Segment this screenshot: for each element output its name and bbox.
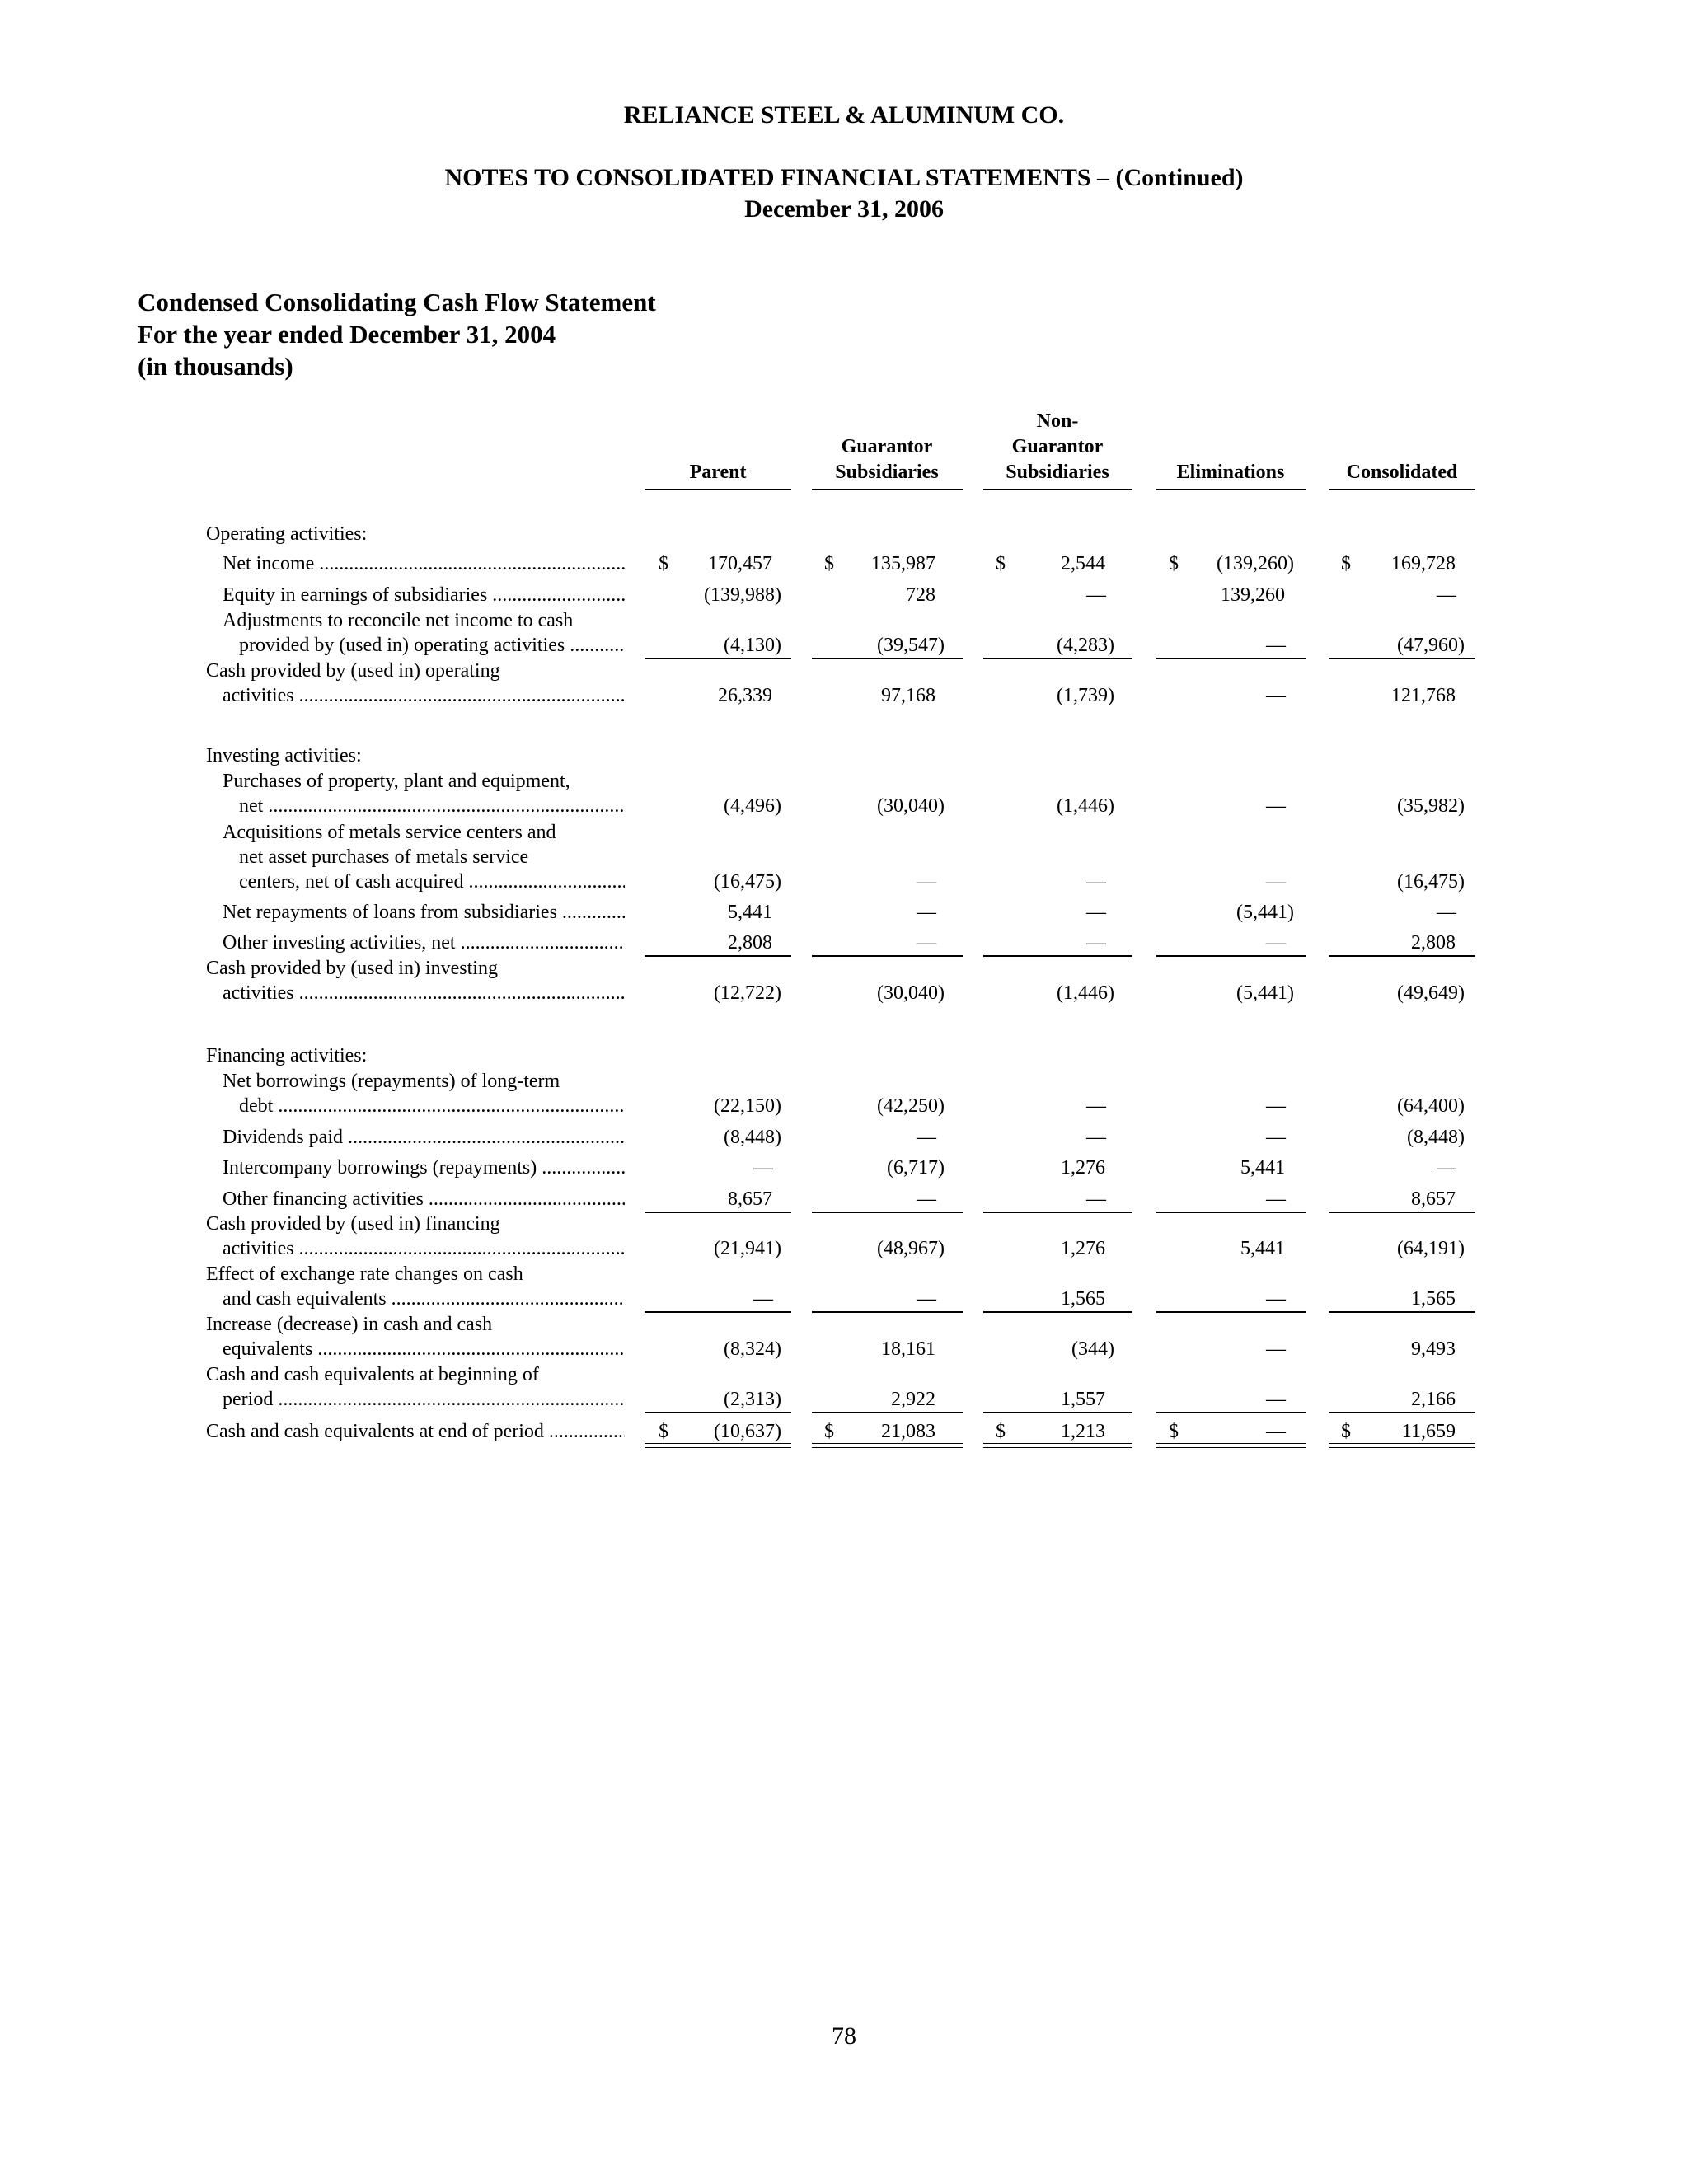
currency-symbol: $ — [824, 553, 834, 574]
cell-value: (5,441) — [1236, 902, 1294, 923]
cell-value: 2,922 — [891, 1389, 935, 1410]
cell-value: (8,324) — [724, 1338, 781, 1360]
cell-value: 9,493 — [1411, 1338, 1456, 1360]
cell-value: 5,441 — [728, 902, 772, 923]
currency-symbol: $ — [659, 553, 668, 574]
cell-value: — — [1437, 902, 1456, 923]
cell-value: (4,496) — [724, 795, 781, 817]
subtotal-rule — [1329, 658, 1475, 659]
currency-symbol: $ — [659, 1421, 668, 1442]
cell-value: 1,276 — [1061, 1157, 1105, 1179]
subtotal-rule — [1329, 955, 1475, 957]
cell-value: 135,987 — [871, 553, 935, 574]
column-header-underline — [1329, 489, 1475, 490]
cell-value: — — [917, 1188, 936, 1210]
notes-title: NOTES TO CONSOLIDATED FINANCIAL STATEMENTS – (Continued) — [444, 164, 1244, 191]
subtotal-rule — [1156, 1311, 1306, 1313]
cell-value: 2,166 — [1411, 1389, 1456, 1410]
cell-value: (4,283) — [1057, 635, 1114, 656]
cell-value: — — [1086, 584, 1106, 606]
subtotal-rule — [983, 658, 1132, 659]
subtotal-rule — [1156, 658, 1306, 659]
cell-value: 8,657 — [1411, 1188, 1456, 1210]
row-label: Purchases of property, plant and equipment, — [223, 771, 570, 792]
company-name: RELIANCE STEEL & ALUMINUM CO. — [623, 101, 1065, 129]
cell-value: 1,213 — [1061, 1421, 1105, 1442]
row-label: Acquisitions of metals service centers and — [223, 822, 556, 843]
subtotal-rule — [812, 658, 963, 659]
row-label: debt ..... — [239, 1094, 625, 1118]
cell-value: — — [1086, 1188, 1106, 1210]
cell-value: 2,544 — [1061, 553, 1105, 574]
cell-value: (8,448) — [724, 1127, 781, 1148]
cell-value: 2,808 — [1411, 932, 1456, 954]
row-label: Effect of exchange rate changes on cash — [206, 1263, 523, 1285]
row-label: period ..... — [223, 1387, 625, 1412]
row-label: net asset purchases of metals service — [239, 846, 529, 868]
cell-value: 11,659 — [1401, 1421, 1456, 1442]
currency-symbol: $ — [1169, 1421, 1179, 1442]
row-label: Cash and cash equivalents at end of period ..... — [206, 1419, 625, 1444]
cell-value: (16,475) — [1397, 871, 1465, 893]
cell-value: — — [1086, 1095, 1106, 1117]
row-label: Equity in earnings of subsidiaries ..... — [223, 583, 625, 607]
row-label: activities ..... — [223, 981, 625, 1005]
row-label: Cash and cash equivalents at beginning of — [206, 1364, 539, 1385]
cell-value: (1,446) — [1057, 795, 1114, 817]
cell-value: (1,739) — [1057, 685, 1114, 706]
cell-value: 1,557 — [1061, 1389, 1105, 1410]
cell-value: — — [1266, 685, 1286, 706]
cell-value: (49,649) — [1397, 982, 1465, 1004]
cell-value: 139,260 — [1221, 584, 1285, 606]
subtotal-rule — [1329, 1311, 1475, 1313]
cell-value: (8,448) — [1407, 1127, 1465, 1148]
cell-value: (64,400) — [1397, 1095, 1465, 1117]
section-heading: Investing activities: — [206, 745, 362, 766]
subtotal-rule — [645, 1311, 791, 1313]
row-label: Cash provided by (used in) operating — [206, 660, 500, 682]
cell-value: — — [1086, 902, 1106, 923]
cell-value: 18,161 — [881, 1338, 935, 1360]
cell-value: — — [1437, 584, 1456, 606]
cell-value: 121,768 — [1391, 685, 1456, 706]
row-label: Dividends paid ..... — [223, 1125, 625, 1150]
cell-value: (35,982) — [1397, 795, 1465, 817]
column-header-underline — [645, 489, 791, 490]
cell-value: — — [1266, 635, 1286, 656]
currency-symbol: $ — [1169, 553, 1179, 574]
column-header: Consolidated — [1346, 462, 1458, 483]
section-heading: Operating activities: — [206, 523, 368, 545]
cell-value: — — [1086, 871, 1106, 893]
cell-value: 1,565 — [1061, 1288, 1105, 1310]
row-label: Net income ..... — [223, 551, 625, 576]
statement-period: For the year ended December 31, 2004 — [138, 320, 556, 349]
cell-value: — — [917, 1288, 936, 1310]
row-label: Net repayments of loans from subsidiaries ..... — [223, 900, 625, 925]
subtotal-rule — [645, 1212, 791, 1213]
cell-value: (139,260) — [1217, 553, 1294, 574]
row-label: Intercompany borrowings (repayments) ..... — [223, 1155, 625, 1180]
cell-value: (2,313) — [724, 1389, 781, 1410]
cell-value: 5,441 — [1240, 1157, 1285, 1179]
cell-value: (30,040) — [877, 795, 945, 817]
cell-value: — — [1266, 1421, 1286, 1442]
subtotal-rule — [645, 955, 791, 957]
column-header: Non- — [1036, 410, 1079, 432]
page-number: 78 — [832, 2022, 856, 2050]
cell-value: 2,808 — [728, 932, 772, 954]
cell-value: — — [1266, 1389, 1286, 1410]
subtotal-rule — [1329, 1212, 1475, 1213]
row-label: Adjustments to reconcile net income to cash — [223, 610, 574, 631]
subtotal-rule — [645, 1412, 791, 1413]
row-label: Cash provided by (used in) financing — [206, 1213, 500, 1235]
cell-value: 21,083 — [881, 1421, 935, 1442]
subtotal-rule — [1329, 1412, 1475, 1413]
cell-value: (30,040) — [877, 982, 945, 1004]
subtotal-rule — [812, 955, 963, 957]
total-double-rule — [645, 1443, 791, 1448]
total-double-rule — [1156, 1443, 1306, 1448]
row-label: Increase (decrease) in cash and cash — [206, 1314, 493, 1335]
row-label: equivalents ..... — [223, 1337, 625, 1361]
cell-value: — — [1266, 932, 1286, 954]
cell-value: (10,637) — [714, 1421, 781, 1442]
cell-value: 1,276 — [1061, 1238, 1105, 1259]
column-header-underline — [1156, 489, 1306, 490]
currency-symbol: $ — [996, 553, 1006, 574]
row-label: net ..... — [239, 794, 625, 818]
column-header-underline — [812, 489, 963, 490]
section-heading: Financing activities: — [206, 1045, 368, 1066]
cell-value: — — [1266, 1095, 1286, 1117]
cell-value: (4,130) — [724, 635, 781, 656]
subtotal-rule — [812, 1311, 963, 1313]
subtotal-rule — [1156, 1412, 1306, 1413]
subtotal-rule — [645, 658, 791, 659]
cell-value: — — [1266, 1288, 1286, 1310]
column-header: Guarantor — [1011, 436, 1104, 457]
cell-value: (48,967) — [877, 1238, 945, 1259]
currency-symbol: $ — [1341, 1421, 1351, 1442]
cell-value: 5,441 — [1240, 1238, 1285, 1259]
cell-value: 8,657 — [728, 1188, 772, 1210]
cell-value: 728 — [906, 584, 935, 606]
statement-title: Condensed Consolidating Cash Flow Statement — [138, 288, 656, 316]
row-label: Net borrowings (repayments) of long-term — [223, 1071, 560, 1092]
statement-units: (in thousands) — [138, 352, 293, 381]
cell-value: (1,446) — [1057, 982, 1114, 1004]
currency-symbol: $ — [824, 1421, 834, 1442]
row-label: Cash provided by (used in) investing — [206, 958, 498, 979]
notes-date: December 31, 2006 — [744, 195, 944, 223]
cell-value: — — [1266, 871, 1286, 893]
currency-symbol: $ — [996, 1421, 1006, 1442]
cell-value: (39,547) — [877, 635, 945, 656]
subtotal-rule — [812, 1412, 963, 1413]
cell-value: (64,191) — [1397, 1238, 1465, 1259]
cell-value: (21,941) — [714, 1238, 781, 1259]
row-label: activities ..... — [223, 683, 625, 708]
cell-value: 97,168 — [881, 685, 935, 706]
cell-value: — — [1086, 932, 1106, 954]
column-header: Parent — [689, 462, 747, 483]
column-header-underline — [983, 489, 1132, 490]
subtotal-rule — [983, 1311, 1132, 1313]
cell-value: (42,250) — [877, 1095, 945, 1117]
cell-value: (16,475) — [714, 871, 781, 893]
cell-value: — — [1266, 1127, 1286, 1148]
cell-value: — — [917, 902, 936, 923]
cell-value: — — [917, 932, 936, 954]
subtotal-rule — [1156, 1212, 1306, 1213]
subtotal-rule — [983, 1412, 1132, 1413]
column-header: Eliminations — [1176, 462, 1285, 483]
cell-value: (6,717) — [887, 1157, 945, 1179]
column-header: Guarantor — [841, 436, 933, 457]
cell-value: (12,722) — [714, 982, 781, 1004]
subtotal-rule — [812, 1212, 963, 1213]
cell-value: 1,565 — [1411, 1288, 1456, 1310]
cell-value: — — [753, 1157, 773, 1179]
row-label: and cash equivalents ..... — [223, 1286, 625, 1311]
cell-value: 170,457 — [708, 553, 772, 574]
total-double-rule — [1329, 1443, 1475, 1448]
cell-value: — — [917, 1127, 936, 1148]
subtotal-rule — [983, 955, 1132, 957]
cell-value: (47,960) — [1397, 635, 1465, 656]
row-label: Other investing activities, net ..... — [223, 930, 625, 955]
row-label: Other financing activities ..... — [223, 1187, 625, 1212]
total-double-rule — [983, 1443, 1132, 1448]
column-header: Subsidiaries — [835, 462, 939, 483]
cell-value: — — [1437, 1157, 1456, 1179]
cell-value: — — [1266, 795, 1286, 817]
cell-value: (139,988) — [704, 584, 781, 606]
currency-symbol: $ — [1341, 553, 1351, 574]
cell-value: 26,339 — [718, 685, 772, 706]
row-label: provided by (used in) operating activities ..... — [239, 633, 625, 658]
row-label: activities ..... — [223, 1236, 625, 1261]
cell-value: (5,441) — [1236, 982, 1294, 1004]
cell-value: — — [753, 1288, 773, 1310]
subtotal-rule — [1156, 955, 1306, 957]
cell-value: — — [1266, 1188, 1286, 1210]
cell-value: (22,150) — [714, 1095, 781, 1117]
cell-value: — — [1086, 1127, 1106, 1148]
column-header: Subsidiaries — [1006, 462, 1109, 483]
cell-value: (344) — [1071, 1338, 1114, 1360]
cell-value: — — [1266, 1338, 1286, 1360]
cell-value: — — [917, 871, 936, 893]
row-label: centers, net of cash acquired ..... — [239, 869, 625, 894]
subtotal-rule — [983, 1212, 1132, 1213]
cell-value: 169,728 — [1391, 553, 1456, 574]
